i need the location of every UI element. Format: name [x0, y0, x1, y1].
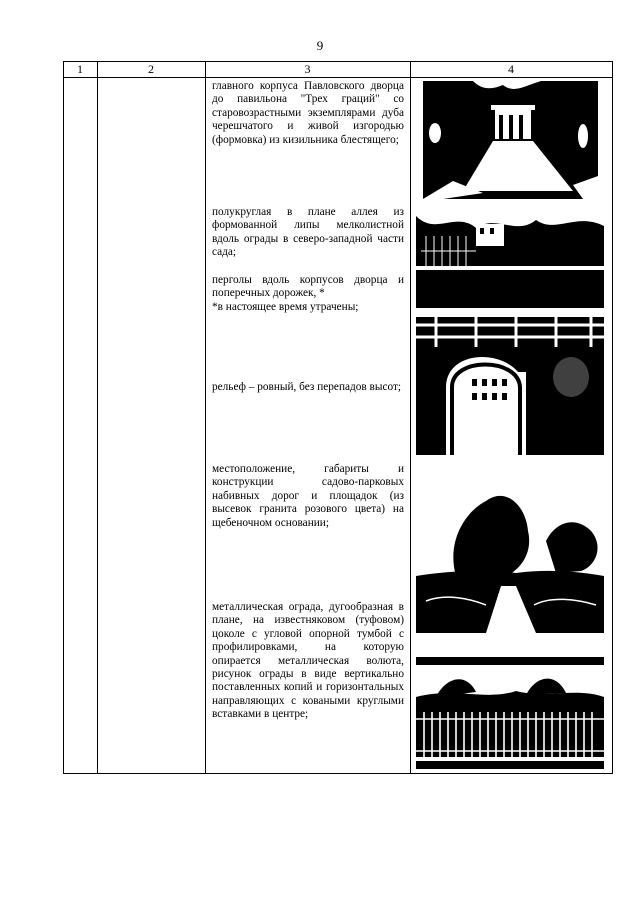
iron-fence-photo [416, 657, 604, 769]
description-alley-pavilion: главного корпуса Павловского дворца до павильона "Трех граций" со старовозрастными экземплярами дуба черешчатого и живой изгородью (формовка) из кизильника блестящего; [212, 80, 404, 146]
description-linden-alley: полукруглая в плане аллея из формованной липы мелколистной вдоль ограды в северо-западной части сада; [212, 206, 404, 259]
header-bottom-border [63, 77, 613, 78]
table-bottom-border [63, 773, 613, 774]
description-relief: рельеф – ровный, без перепадов высот; [212, 381, 402, 393]
column-header-3: 3 [304, 62, 311, 76]
col-divider-1 [97, 61, 98, 774]
description-fence: металлическая ограда, дугообразная в плане, на известняковом (туфовом) цоколе с угловой опорной тумбой с профилировками, на которую опирается металлическая волюта, рисунок ограды в виде вертикально поставленных копий и горизонтальных направляющих с коваными круглыми вставками в центре; [212, 601, 404, 721]
column-header-2: 2 [148, 62, 154, 76]
pergola-palace-photo [416, 317, 604, 455]
page-number: 9 [316, 38, 324, 53]
col-divider-2 [205, 61, 206, 774]
alley-pavilion-photo [423, 81, 598, 199]
garden-path-photo [416, 481, 604, 633]
linden-alley-photo [416, 206, 604, 308]
description-roads: местоположение, габариты и конструкции садово-парковых набивных дорог и площадок (из высевок гранита розового цвета) на щебеночном основании; [212, 463, 404, 529]
description-pergolas: перголы вдоль корпусов дворца и поперечных дорожек, * [212, 274, 404, 300]
table-right-border [612, 61, 613, 774]
column-header-1: 1 [77, 62, 83, 76]
column-header-4: 4 [508, 62, 514, 76]
description-pergolas-note: *в настоящее время утрачены; [212, 301, 359, 313]
heritage-table [63, 61, 613, 774]
table-left-border [63, 61, 64, 774]
col-divider-3 [410, 61, 411, 774]
